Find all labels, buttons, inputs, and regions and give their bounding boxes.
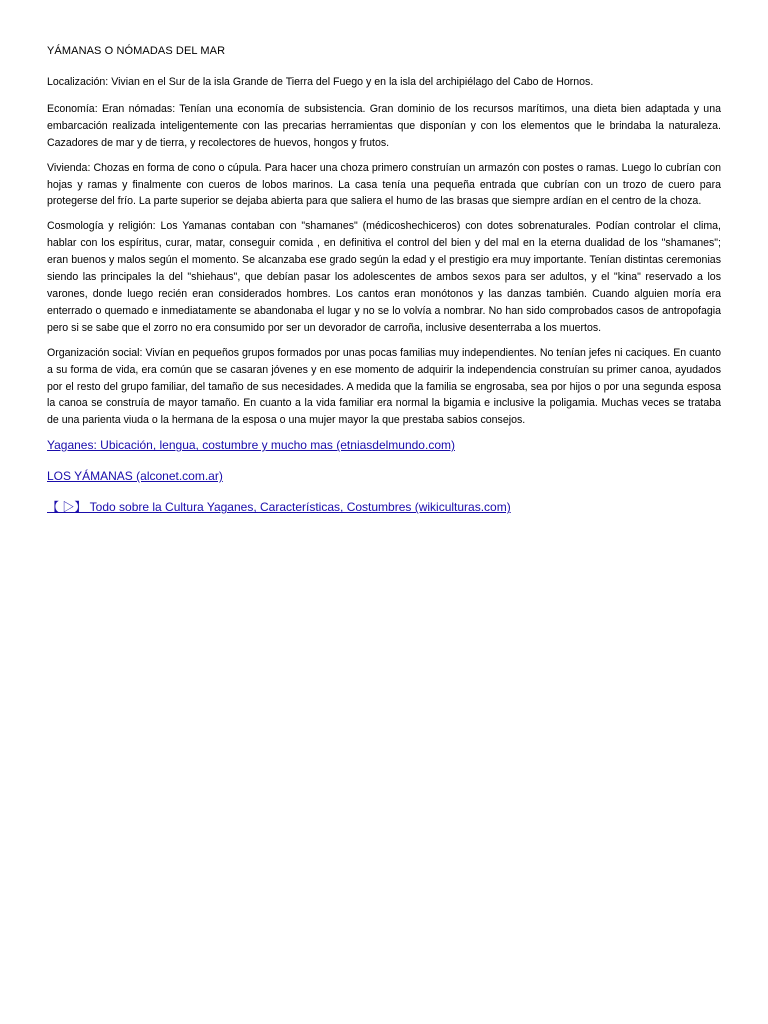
document-title: YÁMANAS O NÓMADAS DEL MAR <box>47 45 226 57</box>
paragraph-localizacion: Localización: Vivian en el Sur de la isla Grande de Tierra del Fuego y en la isla del archipiélago del Cabo de Hornos. <box>47 76 594 88</box>
document-page <box>47 44 721 530</box>
link-etniasdelmundo[interactable]: Yaganes: Ubicación, lengua, costumbre y mucho mas (etniasdelmundo.com) <box>47 438 455 453</box>
paragraph-vivienda: Vivienda: Chozas en forma de cono o cúpula. Para hacer una choza primero construían un armazón con postes o ramas. Luego lo cubrían con hojas y ramas y finalmente con cueros de lobos marinos. La casa tenía una pequeña entrada que cubrían con un trozo de cuero para protegerse del frío. La parte superior se dejaba abierta para que saliera el humo de las brasas que siempre ardían en el centro de la choza. <box>47 161 721 208</box>
link-alconet[interactable]: LOS YÁMANAS (alconet.com.ar) <box>47 469 223 484</box>
paragraph-cosmologia: Cosmología y religión: Los Yamanas contaban con "shamanes" (médicoshechiceros) con dotes sobrenaturales. Podían controlar el clima, hablar con los espíritus, curar, matar, conseguir comida , en definitiva el control del bien y del mal en la eterna dualidad de los "shamanes"; eran buenos y malos según el momento. Se alcanzaba ese grado según la edad y el prestigio era muy importante. Tenían distintas ceremonias siendo las principales la del "shiehaus", que debían pasar los adolescentes de ambos sexos para ser adultos, y el "kina" reservado a los varones, donde luego recién eran considerados hombres. Los cantos eran monótonos y las danzas también. Cuando alguien moría era enterrado o quemado e inmediatamente se abandonaba el lugar y no se lo volvía a nombrar. No han sido comprobados casos de antropofagia pero si se sabe que el zorro no era consumido por ser un devorador de carroña, inclusive desenterraba a los muertos. <box>47 220 721 334</box>
link-wikiculturas[interactable]: 【 ▷】 Todo sobre la Cultura Yaganes, Características, Costumbres (wikiculturas.com) <box>47 500 511 515</box>
paragraph-economia: Economía: Eran nómadas: Tenían una economía de subsistencia. Gran dominio de los recursos marítimos, una dieta bien adaptada y una embarcación realizada inteligentemente con las precarias herramientas que disponían y con los elementos que le brindaba la naturaleza. Cazadores de mar y de tierra, y recolectores de huevos, hongos y frutos. <box>47 102 721 149</box>
paragraph-organizacion: Organización social: Vivían en pequeños grupos formados por unas pocas familias muy independientes. No tenían jefes ni caciques. En cuanto a su forma de vida, era común que se casaran jóvenes y en ese momento de adquirir la independencia construían su primer canoa, ayudados por el resto del grupo familiar, del tamaño de sus necesidades. A medida que la familia se engrosaba, sea por hijos o por una segunda esposa la canoa se construía de mayor tamaño. En cuanto a la vida familiar era normal la bigamia e inclusive la poligamia. Muchas veces se trataba de una parienta viuda o la hermana de la esposa o una mujer mayor la que prestaba sabios consejos. <box>47 346 721 427</box>
links-section <box>47 437 721 515</box>
